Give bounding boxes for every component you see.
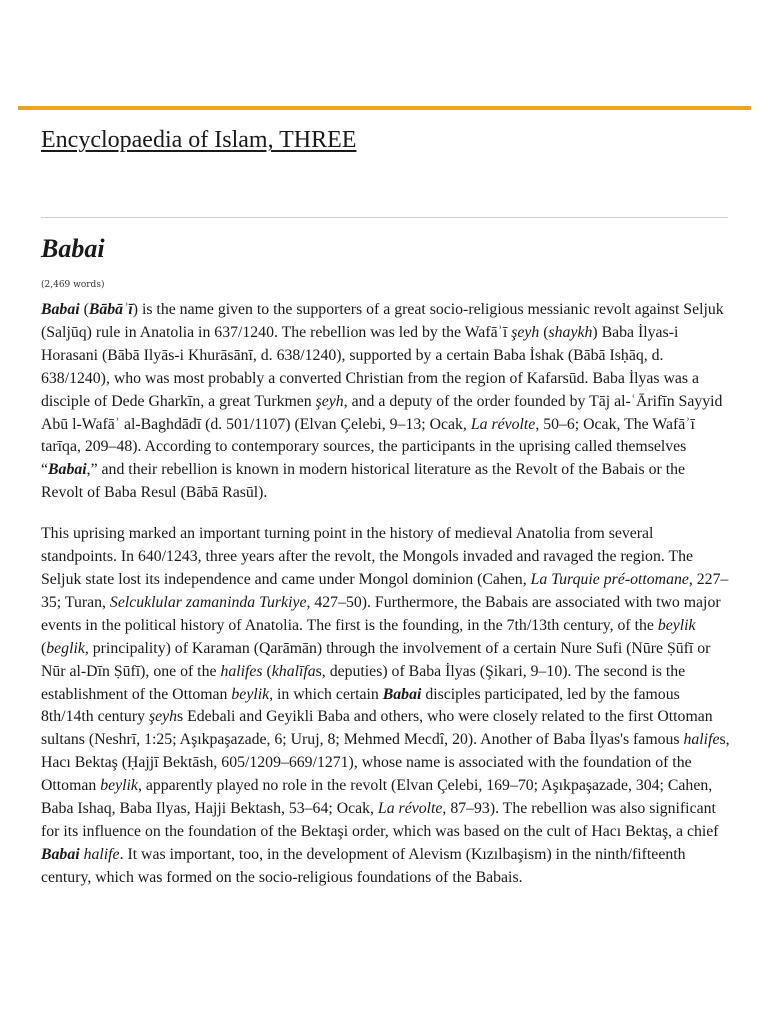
- text-run: (: [539, 323, 549, 341]
- text-run: s, deputies) of Baba İlyas (Şikari, 9–10). The second is the establishment of the Ottoman: [41, 662, 686, 703]
- text-run: Babai: [41, 301, 80, 318]
- text-run: , 50–6; Ocak, The Wafāʾī tarīqa, 209–48). According to contemporary sources, the participants in the uprising called themselves “: [41, 415, 695, 479]
- journal-title-link[interactable]: Encyclopaedia of Islam, THREE: [41, 127, 357, 153]
- text-run: (: [262, 662, 272, 680]
- article-body: [41, 299, 731, 908]
- text-run: halife: [683, 731, 720, 749]
- text-run: beylik: [657, 616, 696, 634]
- text-run: Babai: [48, 461, 87, 479]
- text-run: , apparently played no role in the revolt (Elvan Çelebi, 169–70; Aşıkpaşazade, 304; Cahen, Baba Ishaq, Baba Ilyas, Hajji Bektash, 53–64; Ocak,: [41, 777, 713, 818]
- text-run: Babai: [382, 685, 422, 703]
- text-run: This uprising marked an important turning point in the history of medieval Anatolia from several standpoints. In 640/1243, three years after the revolt, the Mongols invaded and ravaged the region. The Seljuk state lost its independence and came under Mongol dominion (Cahen,: [41, 525, 694, 588]
- accent-bar: [18, 106, 751, 110]
- text-run: s Edebali and Geyikli Baba and others, who were closely related to the first Ottoman sultans (Neshrī, 1:25; Aşıkpaşazade, 6; Uruj, 8; Mehmed Mecdî, 20). Another of Baba İlyas's famous: [41, 708, 713, 749]
- text-run: (: [41, 639, 47, 657]
- text-run: beglik: [46, 639, 85, 657]
- text-run: şeyh: [315, 392, 344, 410]
- text-run: ) Baba İlyas-i Horasani (Bābā Ilyās-i Khurāsānī, d. 638/1240), supported by a certain Baba İshak (Bābā Isḥāq, d. 638/1240), who was most probably a converted Christian from the region of Kafarsūd. Baba İlyas was a disciple of Dede Gharkīn, a great Turkmen: [41, 323, 700, 410]
- text-run: beylik: [100, 777, 138, 795]
- text-run: beylik: [231, 685, 270, 703]
- text-run: , 427–50). Furthermore, the Babais are associated with two major events in the political history of Anatolia. The first is the founding, in the 7th/13th century, of the: [41, 593, 721, 634]
- text-run: , 227–35; Turan,: [41, 570, 729, 611]
- text-run: Bābāʾī: [88, 301, 133, 318]
- text-run: , in which certain: [269, 685, 383, 703]
- text-run: ) is the name given to the supporters of a great socio-religious messianic revolt against Seljuk (Saljūq) rule in Anatolia in 637/1240. The rebellion was led by the Wafāʾī: [41, 301, 724, 341]
- text-run: , and a deputy of the order founded by Tāj al-ʿĀrifīn Sayyid Abū l-Wafāʾ al-Baghdādī (d. 501/1107) (Elvan Çelebi, 9–13; Ocak,: [41, 392, 723, 433]
- text-run: disciples participated, led by the famous 8th/14th century: [41, 685, 680, 726]
- text-run: şeyh: [511, 323, 540, 341]
- word-count: (2,469 words): [41, 280, 105, 290]
- text-run: s, Hacı Bektaş (Ḥajjī Bektāsh, 605/1209–669/1271), whose name is associated with the foundation of the Ottoman: [41, 731, 730, 795]
- article-title: Babai: [41, 234, 105, 263]
- divider: [41, 217, 728, 218]
- text-run: . It was important, too, in the development of Alevism (Kızılbaşism) in the ninth/fifteenth century, which was formed on the socio-religious foundations of the Babais.: [41, 845, 686, 886]
- paragraph: [41, 299, 731, 505]
- paragraph: [41, 523, 731, 890]
- text-run: , principality) of Karaman (Qarāmān) through the involvement of a certain Nure Sufi (Nūre Ṣūfī or Nūr al-Dīn Ṣūfī), one of the: [41, 639, 711, 680]
- text-run: ,” and their rebellion is known in modern historical literature as the Revolt of the Babais or the Revolt of Baba Resul (Bābā Rasūl).: [41, 461, 686, 502]
- text-run: halife: [83, 845, 120, 863]
- text-run: La révolte: [377, 800, 443, 818]
- text-run: khalīfa: [271, 662, 316, 680]
- text-run: (: [79, 301, 89, 318]
- text-run: Selcuklular zamaninda Turkiye: [109, 593, 307, 611]
- text-run: La révolte: [470, 415, 536, 433]
- text-run: shaykh: [548, 323, 593, 341]
- text-run: şeyh: [148, 708, 178, 726]
- text-run: halifes: [220, 662, 263, 680]
- text-run: , 87–93). The rebellion was also significant for its influence on the foundation of the Bektaşi order, which was based on the cult of Hacı Bektaş, a chief: [41, 800, 719, 840]
- text-run: La Turquie pré-ottomane: [530, 570, 689, 588]
- text-run: Babai: [41, 845, 80, 863]
